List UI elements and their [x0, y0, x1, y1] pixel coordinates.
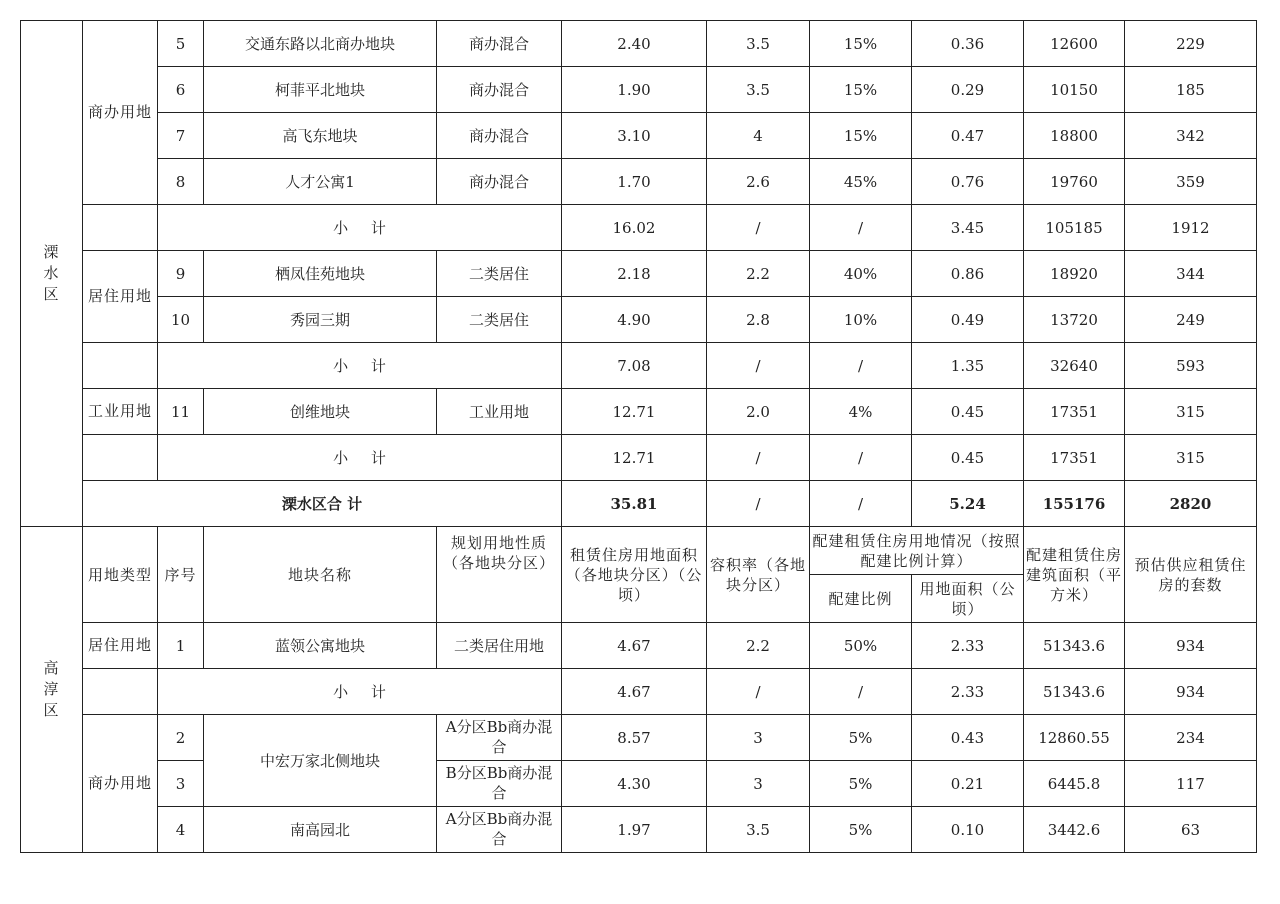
land-nature: 工业用地 [437, 389, 562, 435]
build-ratio: 5% [810, 715, 912, 761]
land-area: 8.57 [562, 715, 707, 761]
header-parcel-name: 地块名称 [204, 527, 437, 623]
floor-area-ratio: 2.8 [707, 297, 810, 343]
subtotal-row [21, 435, 1257, 481]
header-building-area: 配建租赁住房建筑面积（平方米） [1024, 527, 1125, 623]
row-no: 3 [158, 761, 204, 807]
unit-count: 234 [1125, 715, 1257, 761]
header-land-nature: 规划用地性质（各地块分区） [437, 527, 562, 623]
subtotal-area: 16.02 [562, 205, 707, 251]
subtotal-row [21, 669, 1257, 715]
parcel-name: 蓝领公寓地块 [204, 623, 437, 669]
unit-count: 185 [1125, 67, 1257, 113]
header-row [21, 527, 1257, 575]
unit-count: 249 [1125, 297, 1257, 343]
floor-area-ratio: 2.6 [707, 159, 810, 205]
subtotal-units: 1912 [1125, 205, 1257, 251]
district-total-row [21, 481, 1257, 527]
parcel-name: 柯菲平北地块 [204, 67, 437, 113]
rental-land-area: 0.45 [912, 389, 1024, 435]
building-area: 18800 [1024, 113, 1125, 159]
district-cell [21, 21, 83, 527]
subtotal-row [21, 343, 1257, 389]
land-nature: A分区Bb商办混合 [437, 807, 562, 853]
subtotal-area: 12.71 [562, 435, 707, 481]
land-type-cell: 居住用地 [83, 623, 158, 669]
header-situation: 配建租赁住房用地情况（按照配建比例计算） [810, 527, 1024, 575]
header-no: 序号 [158, 527, 204, 623]
build-ratio: 10% [810, 297, 912, 343]
land-nature: 商办混合 [437, 113, 562, 159]
row-no: 2 [158, 715, 204, 761]
land-area: 3.10 [562, 113, 707, 159]
land-area: 4.90 [562, 297, 707, 343]
table-row [21, 807, 1257, 853]
building-area: 17351 [1024, 389, 1125, 435]
unit-count: 315 [1125, 389, 1257, 435]
land-type-cell: 商办用地 [83, 715, 158, 853]
parcel-name: 人才公寓1 [204, 159, 437, 205]
land-nature: 二类居住 [437, 251, 562, 297]
total-far: / [707, 481, 810, 527]
table-row [21, 715, 1257, 761]
rental-housing-land-table [20, 20, 1257, 853]
subtotal-far: / [707, 669, 810, 715]
empty-cell [83, 343, 158, 389]
unit-count: 934 [1125, 623, 1257, 669]
district-cell [21, 527, 83, 853]
floor-area-ratio: 3 [707, 761, 810, 807]
build-ratio: 5% [810, 761, 912, 807]
header-build-ratio: 配建比例 [810, 575, 912, 623]
row-no: 8 [158, 159, 204, 205]
subtotal-far: / [707, 343, 810, 389]
build-ratio: 4% [810, 389, 912, 435]
building-area: 12860.55 [1024, 715, 1125, 761]
build-ratio: 45% [810, 159, 912, 205]
table-row [21, 113, 1257, 159]
land-area: 1.70 [562, 159, 707, 205]
rental-land-area: 0.43 [912, 715, 1024, 761]
rental-land-area: 0.10 [912, 807, 1024, 853]
build-ratio: 15% [810, 21, 912, 67]
land-nature: 二类居住用地 [437, 623, 562, 669]
header-far: 容积率（各地块分区） [707, 527, 810, 623]
unit-count: 359 [1125, 159, 1257, 205]
build-ratio: 50% [810, 623, 912, 669]
row-no: 10 [158, 297, 204, 343]
row-no: 4 [158, 807, 204, 853]
subtotal-far: / [707, 205, 810, 251]
land-nature: 二类居住 [437, 297, 562, 343]
unit-count: 63 [1125, 807, 1257, 853]
subtotal-units: 934 [1125, 669, 1257, 715]
subtotal-build: 105185 [1024, 205, 1125, 251]
subtotal-ratio: / [810, 669, 912, 715]
subtotal-label: 小 计 [158, 205, 562, 251]
land-nature: B分区Bb商办混合 [437, 761, 562, 807]
district-total-label: 溧水区合 计 [83, 481, 562, 527]
land-type-cell: 商办用地 [83, 21, 158, 205]
rental-land-area: 0.21 [912, 761, 1024, 807]
parcel-name: 交通东路以北商办地块 [204, 21, 437, 67]
building-area: 13720 [1024, 297, 1125, 343]
table-row [21, 67, 1257, 113]
land-area: 1.90 [562, 67, 707, 113]
land-type-cell: 工业用地 [83, 389, 158, 435]
table-row [21, 251, 1257, 297]
building-area: 3442.6 [1024, 807, 1125, 853]
subtotal-land: 2.33 [912, 669, 1024, 715]
row-no: 7 [158, 113, 204, 159]
empty-cell [83, 669, 158, 715]
total-area: 35.81 [562, 481, 707, 527]
land-nature: 商办混合 [437, 21, 562, 67]
building-area: 51343.6 [1024, 623, 1125, 669]
row-no: 9 [158, 251, 204, 297]
parcel-name: 创维地块 [204, 389, 437, 435]
building-area: 10150 [1024, 67, 1125, 113]
header-land-area: 用地面积（公顷） [912, 575, 1024, 623]
subtotal-ratio: / [810, 343, 912, 389]
land-nature: A分区Bb商办混合 [437, 715, 562, 761]
table-row [21, 159, 1257, 205]
floor-area-ratio: 2.2 [707, 251, 810, 297]
unit-count: 344 [1125, 251, 1257, 297]
floor-area-ratio: 2.0 [707, 389, 810, 435]
subtotal-row [21, 205, 1257, 251]
total-land: 5.24 [912, 481, 1024, 527]
subtotal-build: 17351 [1024, 435, 1125, 481]
empty-cell [83, 435, 158, 481]
unit-count: 229 [1125, 21, 1257, 67]
rental-land-area: 0.86 [912, 251, 1024, 297]
parcel-name: 栖凤佳苑地块 [204, 251, 437, 297]
parcel-name-merged: 中宏万家北侧地块 [204, 715, 437, 807]
header-unit-count: 预估供应租赁住房的套数 [1125, 527, 1257, 623]
table-row [21, 623, 1257, 669]
table-row [21, 21, 1257, 67]
build-ratio: 15% [810, 113, 912, 159]
land-table-sheet [20, 20, 1257, 853]
land-area: 12.71 [562, 389, 707, 435]
subtotal-build: 32640 [1024, 343, 1125, 389]
floor-area-ratio: 2.2 [707, 623, 810, 669]
land-area: 2.40 [562, 21, 707, 67]
floor-area-ratio: 3.5 [707, 67, 810, 113]
building-area: 12600 [1024, 21, 1125, 67]
build-ratio: 40% [810, 251, 912, 297]
land-area: 1.97 [562, 807, 707, 853]
subtotal-land: 0.45 [912, 435, 1024, 481]
land-type-cell: 居住用地 [83, 251, 158, 343]
total-units: 2820 [1125, 481, 1257, 527]
floor-area-ratio: 3 [707, 715, 810, 761]
floor-area-ratio: 3.5 [707, 21, 810, 67]
subtotal-area: 4.67 [562, 669, 707, 715]
rental-land-area: 0.29 [912, 67, 1024, 113]
subtotal-land: 1.35 [912, 343, 1024, 389]
empty-cell [83, 205, 158, 251]
district-name: 溧水区 [43, 243, 60, 303]
building-area: 18920 [1024, 251, 1125, 297]
table-row [21, 297, 1257, 343]
land-nature: 商办混合 [437, 159, 562, 205]
floor-area-ratio: 4 [707, 113, 810, 159]
land-area: 2.18 [562, 251, 707, 297]
unit-count: 117 [1125, 761, 1257, 807]
header-rental-area: 租赁住房用地面积（各地块分区）（公顷） [562, 527, 707, 623]
row-no: 5 [158, 21, 204, 67]
header-land-type: 用地类型 [83, 527, 158, 623]
subtotal-area: 7.08 [562, 343, 707, 389]
rental-land-area: 0.49 [912, 297, 1024, 343]
subtotal-ratio: / [810, 435, 912, 481]
subtotal-label: 小 计 [158, 435, 562, 481]
subtotal-units: 593 [1125, 343, 1257, 389]
parcel-name: 南高园北 [204, 807, 437, 853]
row-no: 1 [158, 623, 204, 669]
subtotal-ratio: / [810, 205, 912, 251]
unit-count: 342 [1125, 113, 1257, 159]
rental-land-area: 0.36 [912, 21, 1024, 67]
rental-land-area: 0.76 [912, 159, 1024, 205]
building-area: 6445.8 [1024, 761, 1125, 807]
table-row [21, 389, 1257, 435]
subtotal-land: 3.45 [912, 205, 1024, 251]
row-no: 11 [158, 389, 204, 435]
floor-area-ratio: 3.5 [707, 807, 810, 853]
subtotal-build: 51343.6 [1024, 669, 1125, 715]
rental-land-area: 0.47 [912, 113, 1024, 159]
district-name: 高淳区 [43, 659, 60, 719]
build-ratio: 5% [810, 807, 912, 853]
land-area: 4.30 [562, 761, 707, 807]
parcel-name: 秀园三期 [204, 297, 437, 343]
building-area: 19760 [1024, 159, 1125, 205]
parcel-name: 高飞东地块 [204, 113, 437, 159]
subtotal-units: 315 [1125, 435, 1257, 481]
land-area: 4.67 [562, 623, 707, 669]
rental-land-area: 2.33 [912, 623, 1024, 669]
total-ratio: / [810, 481, 912, 527]
total-build: 155176 [1024, 481, 1125, 527]
build-ratio: 15% [810, 67, 912, 113]
subtotal-label: 小 计 [158, 669, 562, 715]
land-nature: 商办混合 [437, 67, 562, 113]
row-no: 6 [158, 67, 204, 113]
subtotal-far: / [707, 435, 810, 481]
subtotal-label: 小 计 [158, 343, 562, 389]
